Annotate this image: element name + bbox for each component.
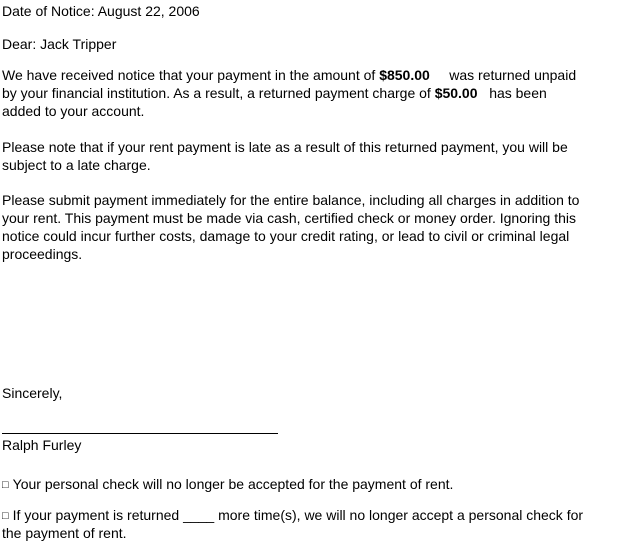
checkbox-icon: □ [2,510,9,522]
paragraph3-line4: proceedings. [2,246,83,262]
option-returned-limit-line2: the payment of rent. [2,525,127,541]
signer-name: Ralph Furley [2,437,82,453]
date-of-notice: Date of Notice: August 22, 2006 [2,3,200,19]
paragraph1-line2 [2,84,547,102]
returned-amount: $850.00 [379,67,430,83]
paragraph1-line2-end: has been [489,85,547,101]
option-returned-limit-text: If your payment is returned ____ more time(s), we will no longer accept a personal check for [12,507,584,523]
paragraph3-line1: Please submit payment immediately for the entire balance, including all charges in addition to [2,192,580,208]
paragraph1-line2-text: by your financial institution. As a result, a returned payment charge of [2,85,435,101]
option-personal-check-refused-text: Your personal check will no longer be accepted for the payment of rent. [12,476,454,492]
paragraph1-line1 [2,66,576,84]
paragraph1-line1-text: We have received notice that your payment in the amount of [2,67,380,83]
returned-charge-amount: $50.00 [434,85,478,101]
closing: Sincerely, [2,385,63,401]
option-returned-limit [2,506,583,525]
salutation: Dear: Jack Tripper [2,36,117,52]
paragraph1-line1-end: was returned unpaid [449,67,577,83]
paragraph2-line1: Please note that if your rent payment is late as a result of this returned payment, you will be [2,139,568,155]
paragraph3-line3: notice could incur further costs, damage to your credit rating, or lead to civil or criminal legal [2,228,570,244]
paragraph3-line2: your rent. This payment must be made via cash, certified check or money order. Ignoring this [2,210,577,226]
signature-line [2,433,278,434]
checkbox-icon: □ [2,479,9,491]
paragraph2-line2: subject to a late charge. [2,157,151,173]
paragraph1-line3: added to your account. [2,103,145,119]
option-personal-check-refused [2,475,453,494]
